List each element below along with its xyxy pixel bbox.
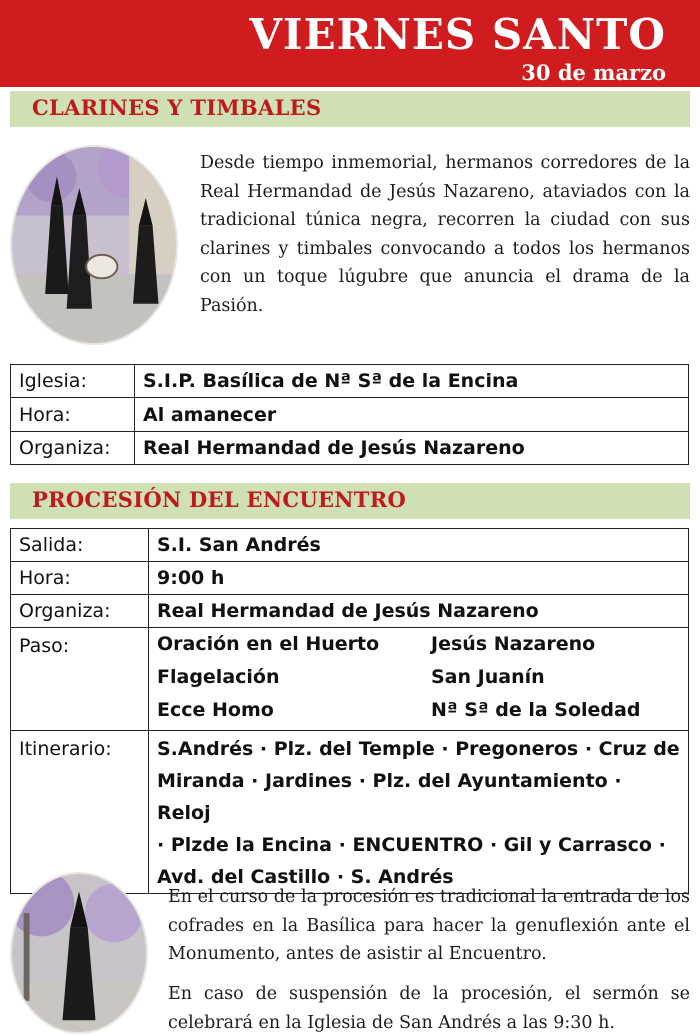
table-row: [11, 365, 689, 398]
pasos-list: [157, 628, 680, 727]
itinerario-line: · Plzde la Encina · ENCUENTRO · Gil y Carrasco ·: [157, 834, 666, 856]
suspension-note: En caso de suspensión de la procesión, el sermón se celebrará en la Iglesia de San Andrés a las 9:30 h.: [168, 984, 690, 1033]
header-banner: [0, 0, 700, 87]
table-row: [11, 595, 689, 628]
paso-item: Jesús Nazareno: [431, 633, 596, 655]
value-salida: S.I. San Andrés: [149, 529, 689, 562]
section1-info-table: [10, 364, 689, 465]
value-hora: 9:00 h: [149, 562, 689, 595]
page-title: VIERNES SANTO: [249, 10, 666, 59]
value-iglesia: S.I.P. Basílica de Nª Sª de la Encina: [135, 365, 689, 398]
paso-item: Ecce Homo: [157, 699, 274, 721]
table-row: [11, 628, 689, 731]
label-organiza: Organiza:: [11, 432, 135, 465]
hooded-penitent-photo: [10, 872, 148, 1034]
event-date: 30 de marzo: [521, 60, 666, 85]
section-title: PROCESIÓN DEL ENCUENTRO: [32, 487, 407, 512]
itinerario-line: Miranda · Jardines · Plz. del Ayuntamiento · Reloj: [157, 770, 622, 824]
paso-item: Oración en el Huerto: [157, 633, 380, 655]
table-row: [11, 432, 689, 465]
label-paso: Paso:: [11, 628, 149, 731]
table-row: [11, 731, 689, 894]
table-row: [11, 562, 689, 595]
label-iglesia: Iglesia:: [11, 365, 135, 398]
hooded-drummers-photo: [10, 145, 178, 345]
section1-description: Desde tiempo inmemorial, hermanos corredores de la Real Hermandad de Jesús Nazareno, ataviados con la tradicional túnica negra, recorren la ciudad con sus clarines y timbales convocando a todos los hermanos con un toque lúgubre que anuncia el drama de la Pasión.: [200, 153, 690, 316]
paso-item: Nª Sª de la Soledad: [431, 699, 641, 721]
table-row: [11, 529, 689, 562]
label-hora: Hora:: [11, 562, 149, 595]
section2-info-table: [10, 528, 689, 894]
label-hora: Hora:: [11, 398, 135, 432]
value-organiza: Real Hermandad de Jesús Nazareno: [135, 432, 689, 465]
label-salida: Salida:: [11, 529, 149, 562]
itinerario-line: S.Andrés · Plz. del Temple · Pregoneros · Cruz de: [157, 738, 680, 760]
paso-item: Flagelación: [157, 666, 280, 688]
section-header-clarines: [10, 91, 690, 127]
section-title: CLARINES Y TIMBALES: [32, 95, 322, 120]
value-organiza: Real Hermandad de Jesús Nazareno: [149, 595, 689, 628]
label-itinerario: Itinerario:: [11, 731, 149, 894]
itinerario-line: Avd. del Castillo · S. Andrés: [157, 866, 454, 888]
label-organiza: Organiza:: [11, 595, 149, 628]
table-row: [11, 398, 689, 432]
value-hora: Al amanecer: [135, 398, 689, 432]
section-header-procesion: [10, 483, 690, 519]
itinerario-value: [149, 731, 689, 894]
paso-item: San Juanín: [431, 666, 545, 688]
procesion-note: En el curso de la procesión es tradicional la entrada de los cofrades en la Basílica para hacer la genuflexión ante el Monumento, antes de asistir al Encuentro.: [168, 887, 690, 964]
